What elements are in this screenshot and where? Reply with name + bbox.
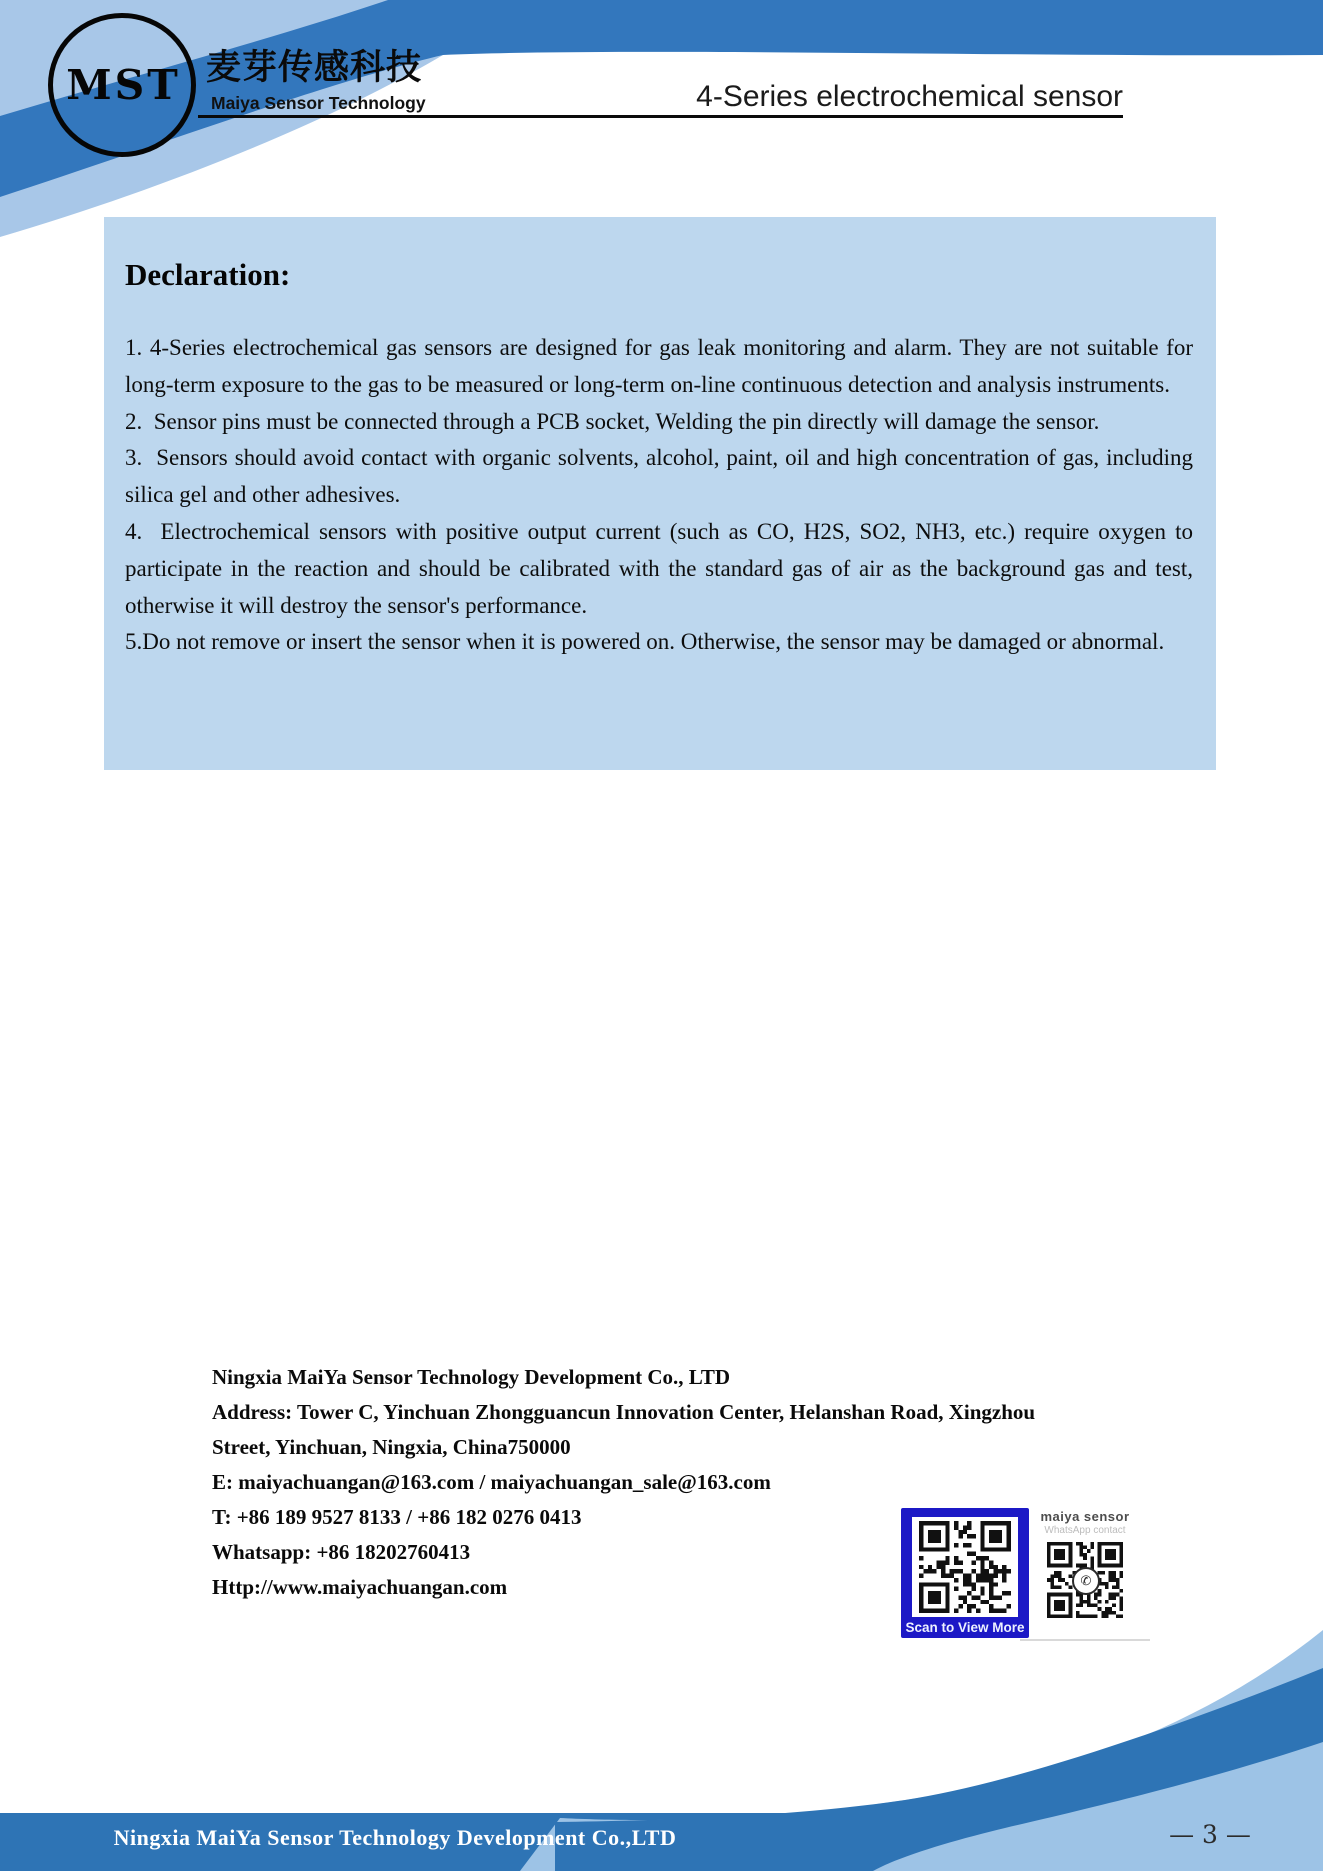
declaration-item-2: 2. Sensor pins must be connected through a PCB socket, Welding the pin directly will damage the sensor. (125, 408, 1100, 434)
brand-name-english: Maiya Sensor Technology (211, 93, 426, 113)
header-divider-line (198, 115, 1123, 118)
company-logo (48, 13, 196, 157)
declaration-body (125, 330, 1193, 661)
declaration-item-3: 3. Sensors should avoid contact with organic solvents, alcohol, paint, oil and high concentration of gas, including silica gel and other adhesives. (125, 445, 1193, 508)
scan-qr-caption: Scan to View More (905, 1620, 1025, 1635)
footer-company-name: Ningxia MaiYa Sensor Technology Development Co.,LTD (113, 1825, 677, 1850)
declaration-box (104, 217, 1216, 770)
contact-website: Http://www.maiyachuangan.com (212, 1575, 508, 1599)
document-title: 4-Series electrochemical sensor (696, 80, 1123, 113)
whatsapp-qr-card (1020, 1504, 1150, 1641)
scan-qr-panel (912, 1517, 1018, 1617)
whatsapp-phone-icon: ✆ (1072, 1567, 1100, 1595)
contact-company-name: Ningxia MaiYa Sensor Technology Development Co., LTD (212, 1365, 731, 1389)
contact-telephone: T: +86 189 9527 8133 / +86 182 0276 0413 (212, 1505, 582, 1529)
scan-qr-code (916, 1521, 1014, 1613)
contact-whatsapp: Whatsapp: +86 18202760413 (212, 1540, 471, 1564)
contact-address-line-2: Street, Yinchuan, Ningxia, China750000 (212, 1435, 571, 1459)
contact-email: E: maiyachuangan@163.com / maiyachuangan_sale@163.com (212, 1470, 771, 1494)
whatsapp-qr-subtitle: WhatsApp contact (1044, 1525, 1126, 1536)
declaration-heading: Declaration: (125, 257, 291, 292)
logo-monogram: MST (66, 60, 181, 109)
declaration-item-5: 5.Do not remove or insert the sensor when it is powered on. Otherwise, the sensor may be damaged or abnormal. (125, 629, 1165, 655)
declaration-item-1: 1. 4-Series electrochemical gas sensors are designed for gas leak monitoring and alarm. They are not suitable for long-term exposure to the gas to be measured or long-term on-line continuous detection and analysis instruments. (125, 335, 1193, 397)
declaration-item-4: 4. Electrochemical sensors with positive output current (such as CO, H2S, SO2, NH3, etc.) require oxygen to participate in the reaction and should be calibrated with the standard gas of air as the background gas and test, otherwise it will destroy the sensor's performance. (125, 518, 1193, 618)
scan-qr-card (901, 1508, 1029, 1638)
page-number: — 3 — (1169, 1820, 1251, 1849)
brand-name-chinese: 麦芽传感科技 (206, 48, 423, 87)
whatsapp-qr-wrap (1045, 1542, 1125, 1618)
header-swoosh-decoration (0, 0, 1323, 245)
whatsapp-qr-title: maiya sensor (1040, 1509, 1130, 1524)
contact-address-line-1: Address: Tower C, Yinchuan Zhongguancun Innovation Center, Helanshan Road, Xingzhou (212, 1400, 1036, 1424)
